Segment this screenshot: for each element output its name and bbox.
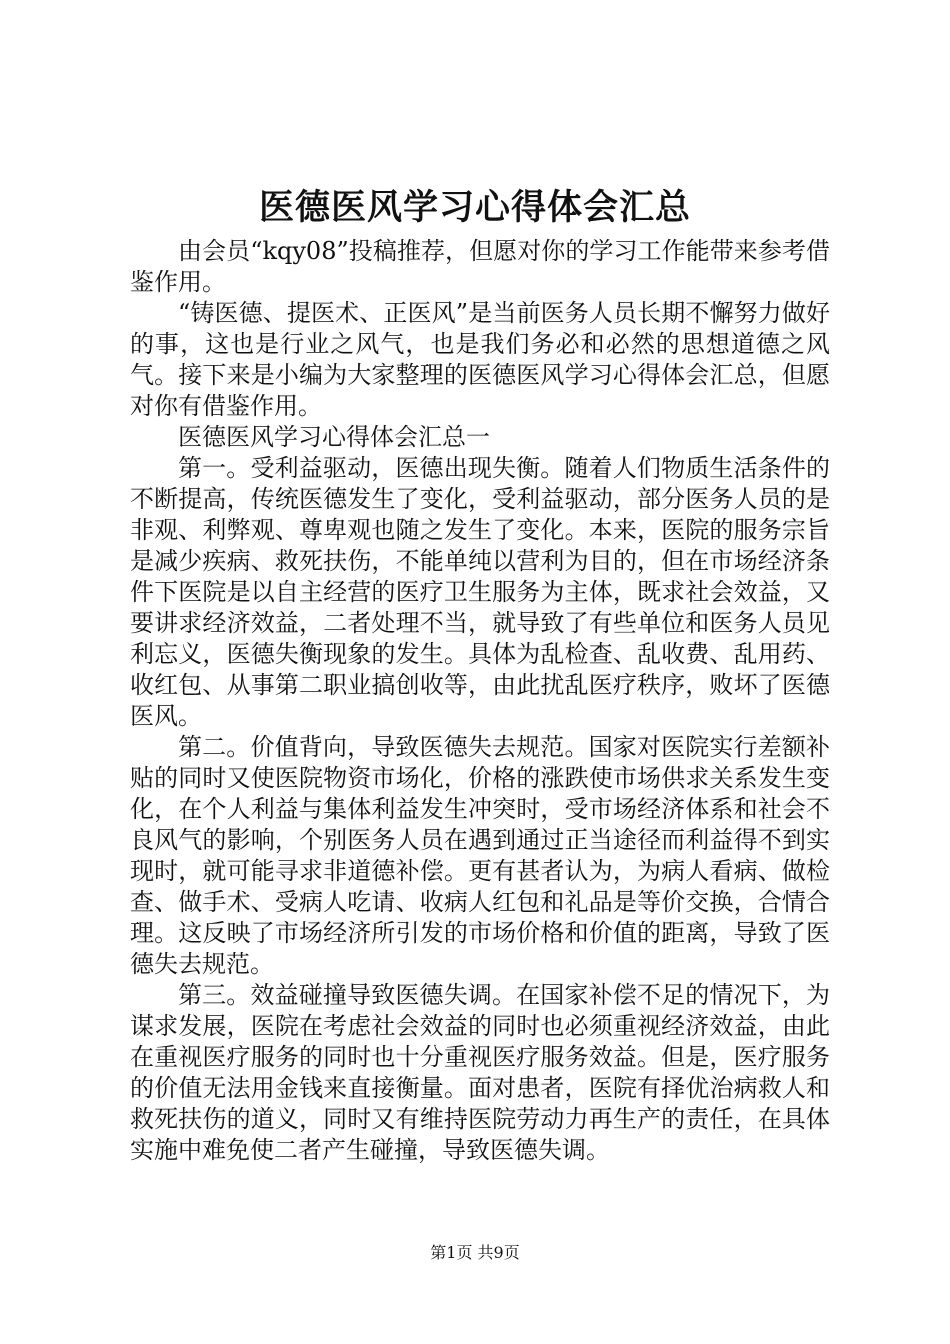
point-one-paragraph: 第一。受利益驱动，医德出现失衡。随着人们物质生活条件的不断提高，传统医德发生了变化，受利益驱动，部分医务人员的是非观、利弊观、尊卑观也随之发生了变化。本来，医院的服务宗旨是减少疾病、救死扶伤，不能单纯以营利为目的，但在市场经济条件下医院是以自主经营的医疗卫生服务为主体，既求社会效益，又要讲求经济效益，二者处理不当，就导致了有些单位和医务人员见利忘义，医德失衡现象的发生。具体为乱检查、乱收费、乱用药、收红包、从事第二职业搞创收等，由此扰乱医疗秩序，败坏了医德医风。 [130,454,830,730]
summary-paragraph: “铸医德、提医术、正医风”是当前医务人员长期不懈努力做好的事，这也是行业之风气，也是我们务必和必然的思想道德之风气。接下来是小编为大家整理的医德医风学习心得体会汇总，但愿对你有借鉴作用。 [130,299,830,420]
document-body [130,236,830,1166]
page-footer: 第1页 共9页 [430,1243,520,1262]
point-three-paragraph: 第三。效益碰撞导致医德失调。在国家补偿不足的情况下，为谋求发展，医院在考虑社会效益的同时也必须重视经济效益，由此在重视医疗服务的同时也十分重视医疗服务效益。但是，医疗服务的价值无法用金钱来直接衡量。面对患者，医院有择优治病救人和救死扶伤的道义，同时又有维持医院劳动力再生产的责任，在具体实施中难免使二者产生碰撞，导致医德失调。 [130,981,830,1164]
intro-paragraph: 由会员“kqy08”投稿推荐，但愿对你的学习工作能带来参考借鉴作用。 [130,237,830,296]
section-heading: 医德医风学习心得体会汇总一 [178,423,490,451]
document-title: 医德医风学习心得体会汇总 [258,187,691,228]
point-two-paragraph: 第二。价值背向，导致医德失去规范。国家对医院实行差额补贴的同时又使医院物资市场化，价格的涨跌使市场供求关系发生变化，在个人利益与集体利益发生冲突时，受市场经济体系和社会不良风气的影响，个别医务人员在遇到通过正当途径而利益得不到实现时，就可能寻求非道德补偿。更有甚者认为，为病人看病、做检查、做手术、受病人吃请、收病人红包和礼品是等价交换，合情合理。这反映了市场经济所引发的市场价格和价值的距离，导致了医德失去规范。 [130,733,830,978]
